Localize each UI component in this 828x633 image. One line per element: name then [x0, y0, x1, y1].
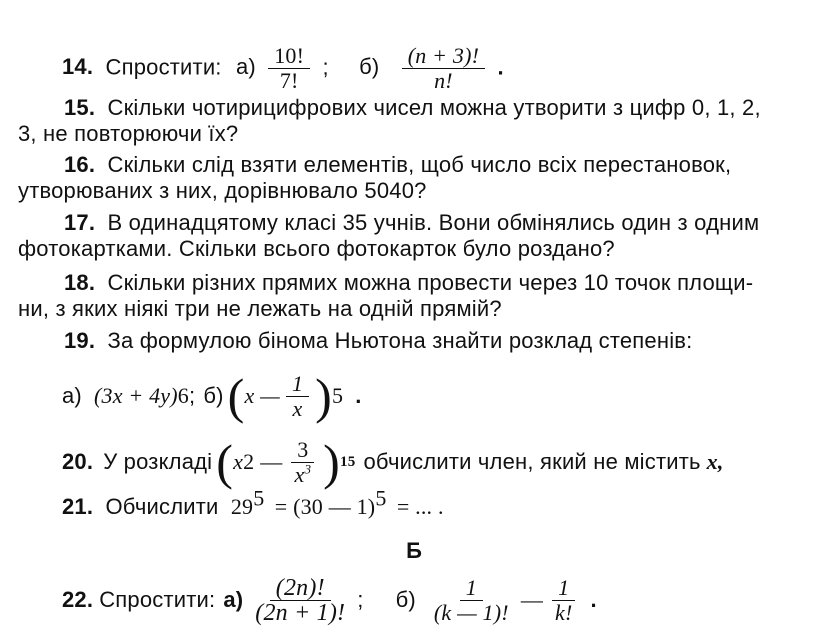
- numerator: (2n)!: [270, 576, 331, 601]
- left-paren: (: [216, 434, 234, 490]
- numerator: 10!: [268, 44, 310, 69]
- problem-text: У розкладі: [103, 449, 213, 474]
- item-label: б): [203, 383, 224, 408]
- problem-19-line-2: а) (3x + 4y) 6 ; б) ( x — $\frac{1}{x}$ ) 5 .: [62, 368, 362, 424]
- item-label: а): [235, 54, 256, 80]
- variable: x: [233, 449, 244, 474]
- exponent: 5: [375, 485, 387, 511]
- problem-number: 20.: [62, 449, 94, 474]
- problem-17-line-1: [0, 210, 828, 236]
- base: 29: [230, 494, 254, 519]
- problem-number: 17.: [64, 210, 96, 235]
- fraction: [549, 576, 579, 625]
- problem-text: фотокартками. Скільки всього фотокарток було роздано?: [18, 236, 615, 261]
- fraction: [249, 576, 351, 625]
- problem-20: 20. У розкладі ( x 2 — $\frac{3}{x^3}$ ) 15 обчислити член, який не містить x,: [62, 434, 724, 490]
- expression: (3x + 4y): [93, 383, 178, 408]
- separator: ;: [357, 587, 364, 612]
- numerator: 3: [291, 438, 314, 463]
- denominator: k!: [555, 599, 573, 625]
- denominator: (2n + 1)!: [255, 599, 346, 626]
- problem-text: ни, з яких ніякі три не лежать на одній прямій?: [18, 296, 502, 321]
- expression: x —: [244, 383, 280, 408]
- problem-text: 3, не повторюючи їх?: [18, 121, 239, 146]
- problem-text: утворюваних з них, дорівнювало 5040?: [18, 178, 427, 203]
- problem-21: [62, 485, 828, 520]
- period: .: [355, 383, 362, 408]
- denominator-base: x: [294, 461, 305, 487]
- problem-22: [62, 572, 828, 628]
- numerator: (n + 3)!: [402, 44, 485, 69]
- denominator: (k — 1)!: [433, 599, 509, 625]
- problem-number: 21.: [62, 494, 94, 519]
- denominator: [289, 463, 318, 487]
- numerator: 1: [460, 576, 483, 601]
- problem-text: В одинадцятому класі 35 учнів. Вони обмінялись один з одним: [107, 210, 760, 235]
- problem-14: [62, 44, 828, 93]
- variable: x,: [706, 449, 724, 474]
- problem-text: Обчислити: [105, 494, 219, 519]
- numerator: 1: [286, 372, 309, 397]
- numerator: 1: [552, 576, 575, 601]
- left-paren: (: [227, 368, 245, 424]
- problem-19-line-1: [0, 328, 828, 354]
- item-label: б): [395, 587, 416, 612]
- exponent: 5: [253, 485, 265, 511]
- fraction: [428, 576, 515, 625]
- problem-15-line-2: [0, 121, 828, 147]
- problem-number: 22.: [62, 587, 94, 612]
- separator: ;: [189, 383, 196, 408]
- problem-text: Скільки різних прямих можна провести через 10 точок площи-: [107, 270, 754, 295]
- problem-text: Спростити:: [105, 54, 222, 80]
- denominator: 7!: [279, 68, 299, 93]
- section-heading: Б: [406, 538, 422, 563]
- problem-18-line-1: [0, 270, 828, 296]
- problem-number: 19.: [64, 328, 96, 353]
- right-paren: ): [323, 434, 341, 490]
- problem-16-line-2: [0, 178, 828, 204]
- period: .: [590, 587, 597, 612]
- problem-15-line-1: [0, 95, 828, 121]
- minus-sign: —: [260, 449, 283, 474]
- fraction: [289, 438, 318, 487]
- problem-text: Спростити:: [99, 587, 216, 612]
- item-label: а): [62, 383, 82, 408]
- fraction: [268, 44, 310, 93]
- problem-number: 15.: [64, 95, 96, 120]
- right-paren: ): [315, 368, 332, 424]
- separator: ;: [322, 54, 329, 80]
- minus-sign: —: [520, 587, 544, 612]
- problem-text: За формулою бінома Ньютона знайти розклад степенів:: [107, 328, 693, 353]
- denominator: x: [292, 395, 303, 421]
- item-label: а): [223, 587, 244, 612]
- problem-text: обчислити член, який не містить: [363, 449, 701, 474]
- problem-17-line-2: [0, 236, 828, 262]
- problem-text: Скільки чотирицифрових чисел можна утворити з цифр 0, 1, 2,: [107, 95, 761, 120]
- fraction: [402, 44, 485, 93]
- fraction: [286, 372, 309, 421]
- problem-number: 18.: [64, 270, 96, 295]
- problem-text: Скільки слід взяти елементів, щоб число всіх перестановок,: [107, 152, 732, 177]
- problem-16-line-1: [0, 152, 828, 178]
- denominator: n!: [434, 68, 453, 93]
- expression: = (30 — 1): [274, 494, 376, 519]
- problem-number: 16.: [64, 152, 96, 177]
- denominator-exponent: 3: [304, 461, 312, 477]
- expression: = ... .: [396, 494, 444, 519]
- problem-18-line-2: [0, 296, 828, 322]
- period: .: [497, 54, 504, 80]
- problem-number: 14.: [62, 54, 94, 80]
- item-label: б): [359, 54, 380, 80]
